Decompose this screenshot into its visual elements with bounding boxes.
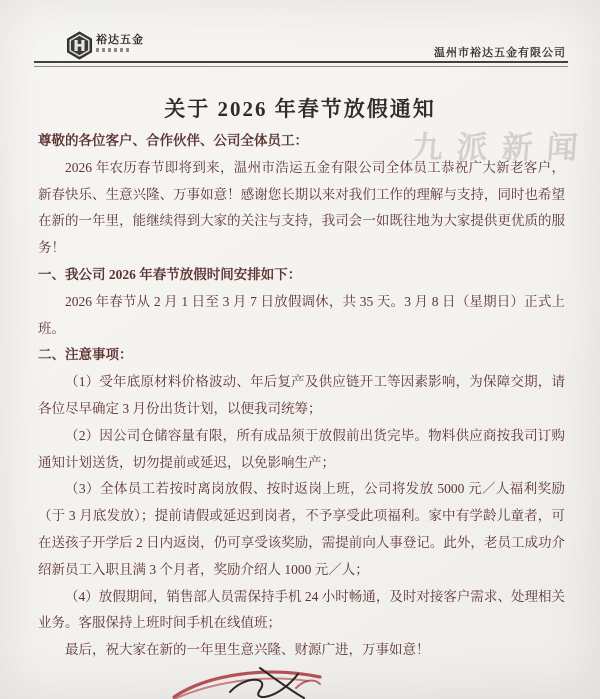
note-item-1: （1）受年底原材料价格波动、年后复产及供应链开工等因素影响，为保障交期，请各位尽早确定 3 月份出货计划，以便我司统筹； <box>38 374 565 416</box>
note-item-2: （2）因公司仓储容量有限，所有成品须于放假前出货完毕。物料供应商按我司订购通知计划送货，切勿提前或延迟，以免影响生产； <box>38 427 565 470</box>
intro-paragraph: 2026 年农历春节即将到来，温州市浩运五金有限公司全体员工恭祝广大新老客户，新春快乐、生意兴隆、万事如意！感谢您长期以来对我们工作的理解与支持，同时也希望在新的一年里，能继续得到大家的关注与支持，我司会一如既往地为大家提供更优质的服务！ <box>38 159 565 256</box>
logo-subtext-decoration <box>96 48 130 52</box>
company-logo <box>66 31 144 60</box>
page-title: 关于 2026 年春节放假通知 <box>164 97 436 121</box>
logo-text: 裕达五金 <box>96 34 144 46</box>
section-1-title: 一、我公司 2026 年春节放假时间安排如下： <box>38 266 302 282</box>
section-1-body: 2026 年春节从 2 月 1 日至 3 月 7 日放假调休，共 35 天。3 月 8 日（星期日）正式上班。 <box>38 293 565 336</box>
header-divider-rule <box>34 61 568 67</box>
hexagon-logo-icon <box>66 31 93 60</box>
note-item-3: （3）全体员工若按时离岗放假、按时返岗上班，公司将发放 5000 元／人福利奖励（于 3 月底发放）；提前请假或延迟到岗者，不予享受此项福利。家中有学龄儿童者，可在送孩子开学后 2 日内返岗，仍可享受该奖励，需提前向人事登记。此外，老员工成功介绍新员工入职且满 3 个月者，奖励介绍人 1000 元／人； <box>38 481 565 577</box>
salutation-line: 尊敬的各位客户、合作伙伴、公司全体员工： <box>38 133 308 148</box>
header-company-name: 温州市裕达五金有限公司 <box>434 47 566 59</box>
news-watermark: 九派新闻 <box>410 130 594 165</box>
note-item-4: （4）放假期间，销售部人员需保持手机 24 小时畅通，及时对接客户需求、处理相关业务。客服保持上班时间手机在线值班； <box>38 588 565 631</box>
closing-line: 最后，祝大家在新的一年里生意兴隆、财源广进，万事如意！ <box>65 642 430 658</box>
handwritten-signature <box>168 664 368 699</box>
notice-body <box>38 128 565 664</box>
section-2-title: 二、注意事项： <box>38 347 133 363</box>
